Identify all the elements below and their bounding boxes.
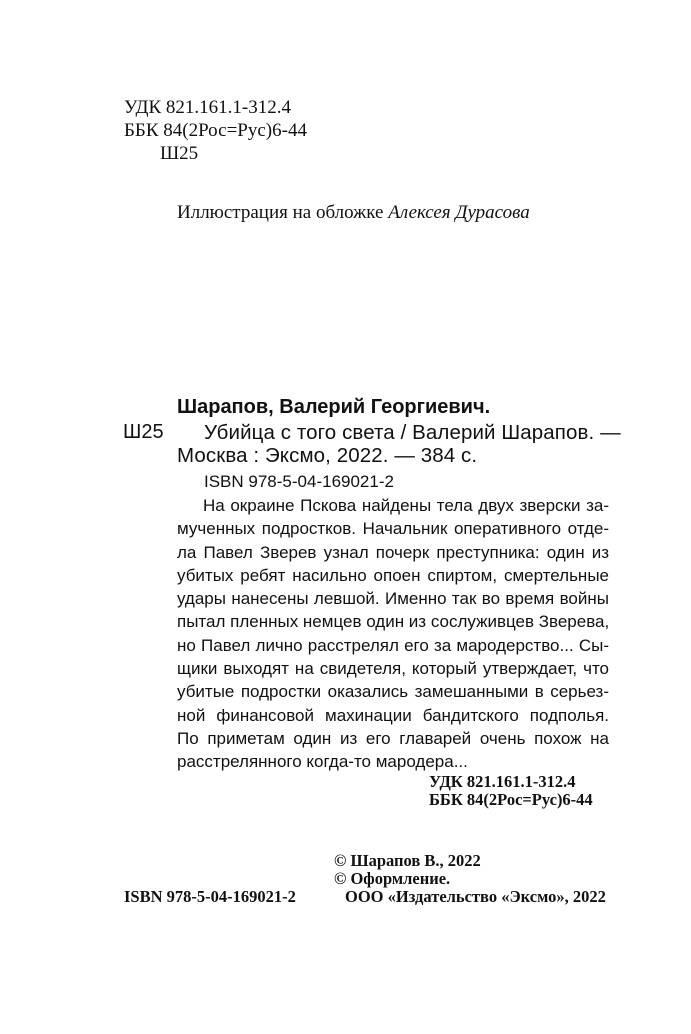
book-title-line2: Москва : Эксмо, 2022. — 384 с. [177,444,478,467]
annotation-line: но Павел лично расстрелял его за мародерство... Сы- [177,635,609,655]
annotation-line: По приметам один из его главарей очень похож на [177,728,609,748]
bibliography-mark: Ш25 [123,421,164,443]
annotation-line: убитые подростки оказались замешанными в серьез- [177,682,609,702]
annotation-text [177,494,609,774]
udk-code: УДК 821.161.1-312.4 [124,97,291,118]
annotation-line: ла Павел Зверев узнал почерк преступника: один из [177,542,609,562]
copyright-author: © Шарапов В., 2022 [334,851,481,870]
book-isbn: ISBN 978-5-04-169021-2 [204,472,394,491]
illustration-credit [177,202,530,224]
annotation-line: щики выходят на свидетеля, который утверждает, что [177,659,609,679]
book-title-line1: Убийца с того света / Валерий Шарапов. — [204,421,621,444]
copyright-publisher: ООО «Издательство «Эксмо», 2022 [345,887,606,906]
copyright-design: © Оформление. [334,869,451,888]
udk-code-bottom: УДК 821.161.1-312.4 [429,772,576,791]
annotation-line: удары нанесены левшой. Именно так во время войны [177,589,609,609]
copyright-isbn: ISBN 978-5-04-169021-2 [124,887,296,906]
annotation-line: убитых ребят насильно опоен спиртом, смертельные [177,565,609,585]
annotation-line: На окраине Пскова найдены тела двух зверски за- [203,496,609,515]
bbk-code: ББК 84(2Рос=Рус)6-44 [124,120,307,141]
illustration-prefix: Иллюстрация на обложке [177,202,389,223]
author-mark: Ш25 [160,143,199,164]
annotation-line: пытал пленных немцев один из сослуживцев Зверева, [177,612,610,632]
bbk-code-bottom: ББК 84(2Рос=Рус)6-44 [429,790,593,809]
annotation-line: расстрелянного когда-то мародера... [177,752,468,772]
illustration-artist: Алексея Дурасова [388,202,530,223]
book-author: Шарапов, Валерий Георгиевич. [177,396,491,418]
annotation-line: мученных подростков. Начальник оперативного отде- [177,519,609,539]
annotation-line: ной финансовой махинации бандитского подполья. [177,705,609,725]
